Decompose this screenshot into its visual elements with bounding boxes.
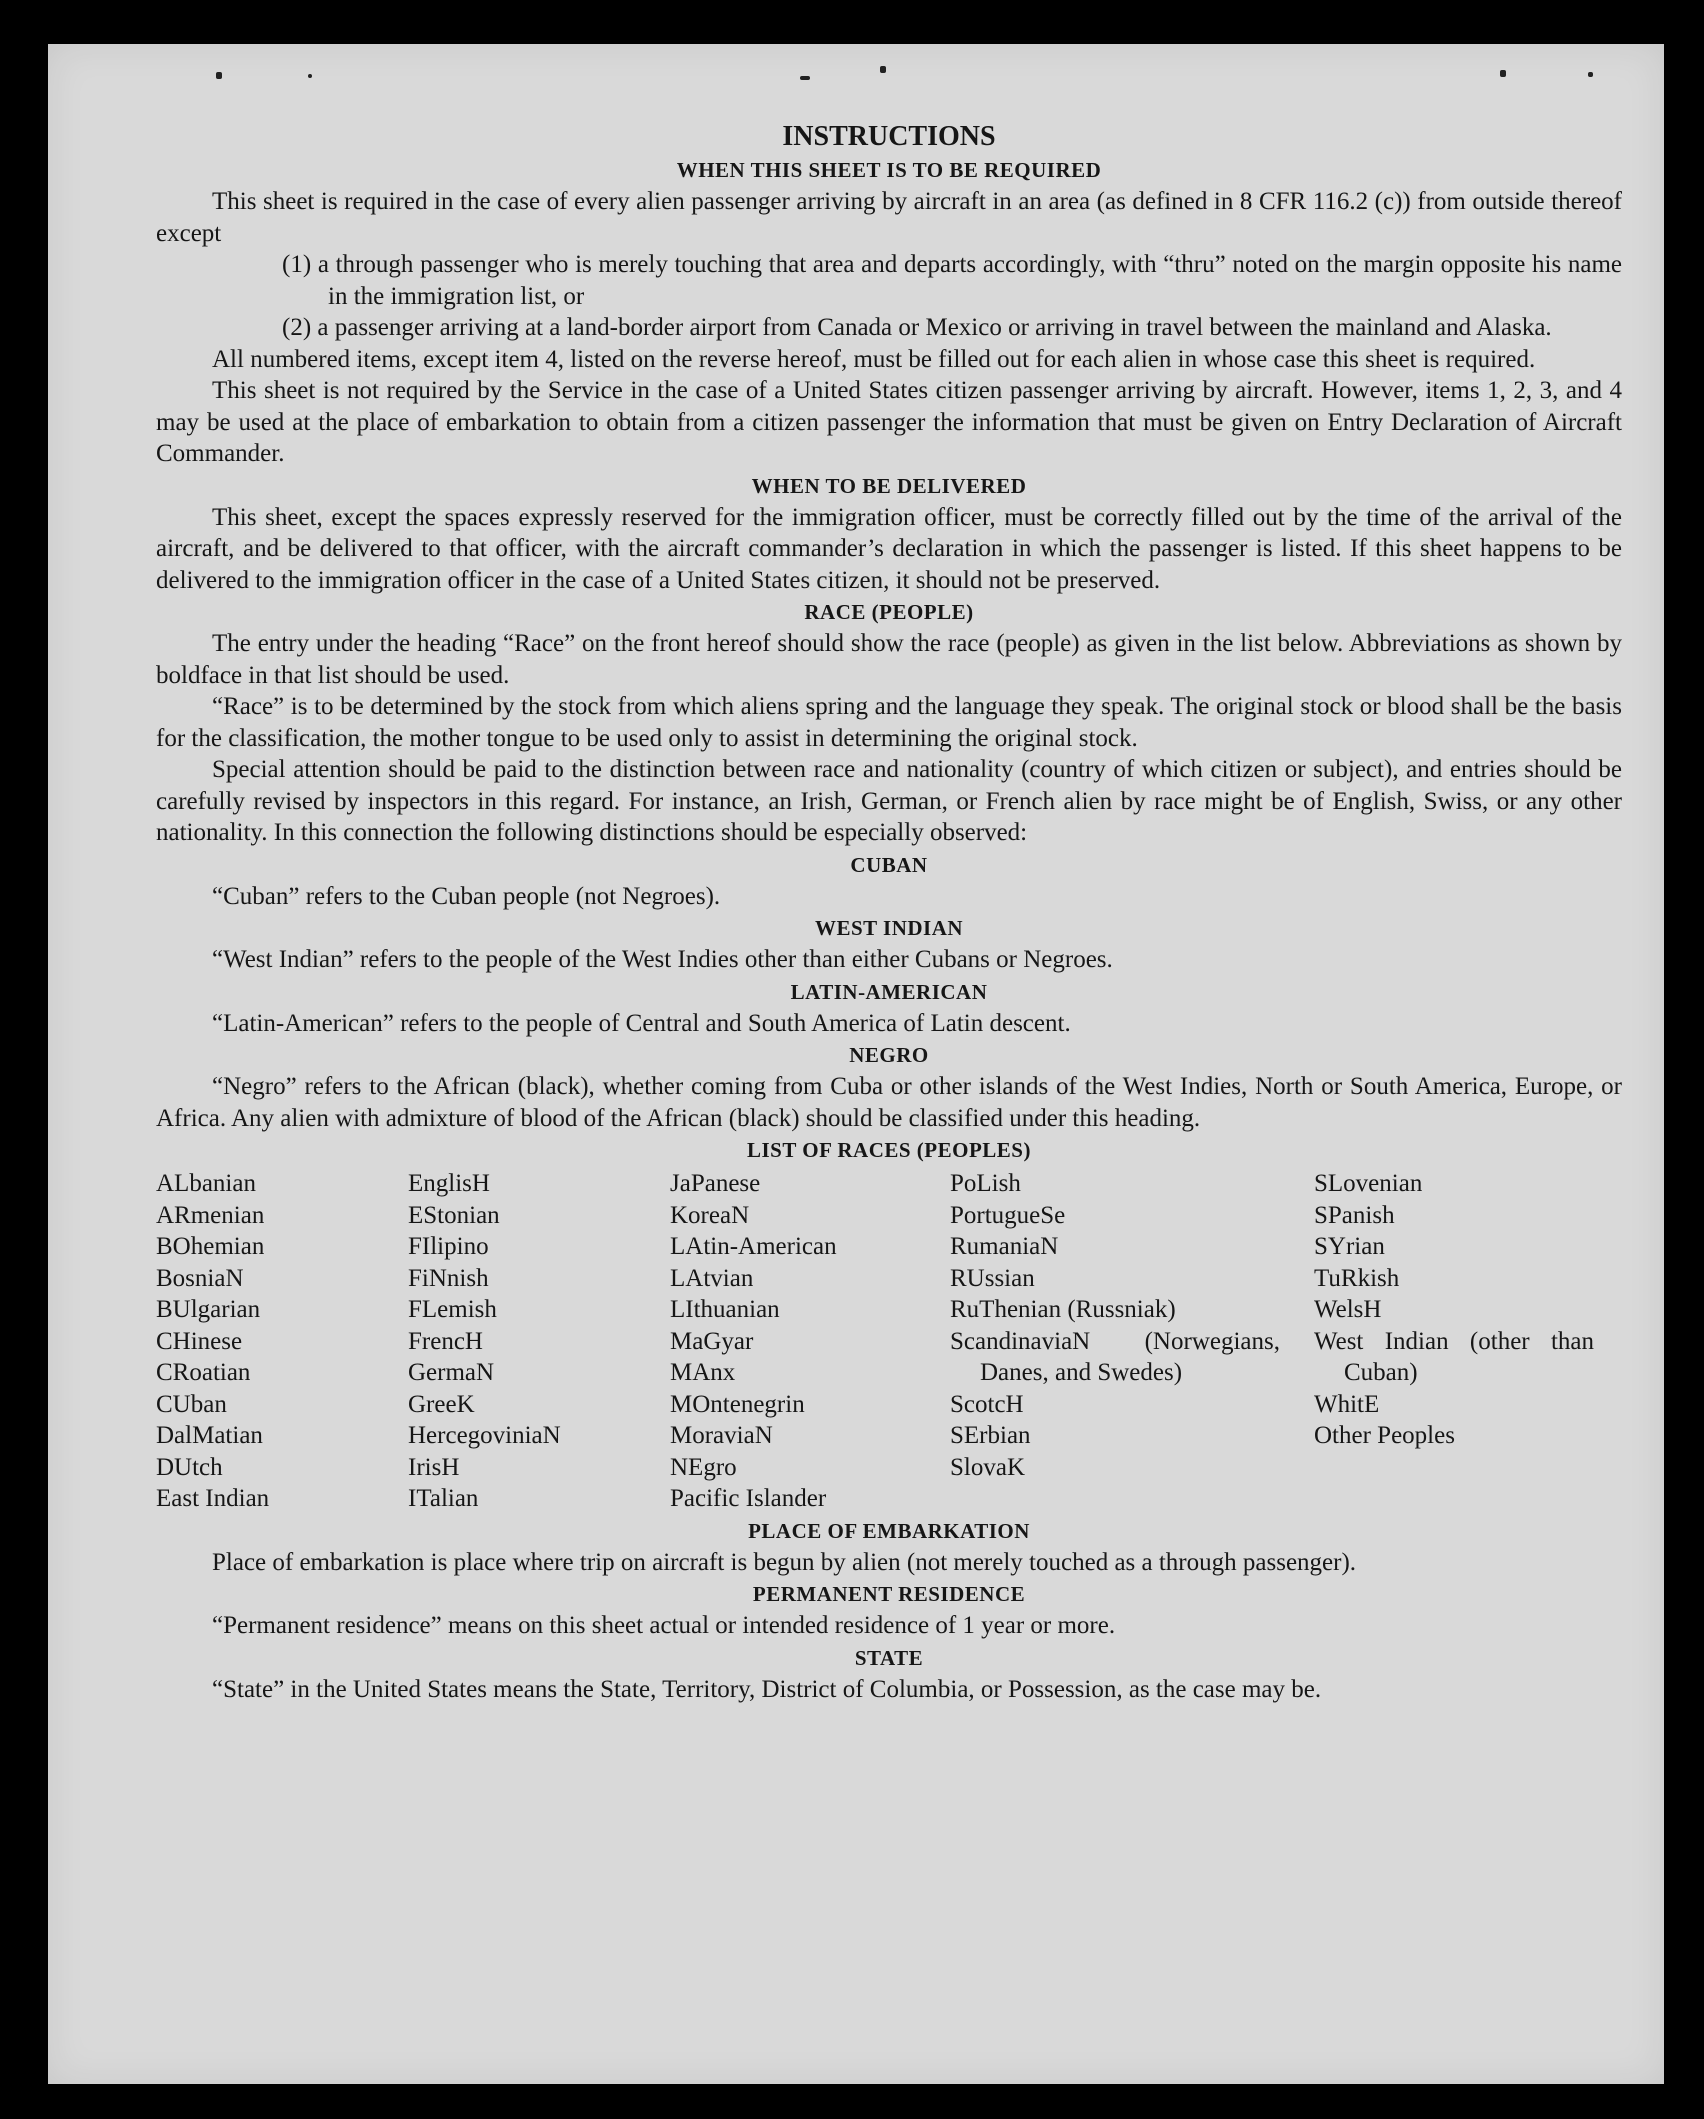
section-heading-list-of-races: LIST OF RACES (PEOPLES) <box>747 1138 1031 1162</box>
list-item: (1) a through passenger who is merely touching that area and departs accordingly, with “thru” noted on the margin opposite his name in the immigration list, or <box>282 251 1622 310</box>
race-column <box>156 1168 408 1515</box>
section-heading-required: WHEN THIS SHEET IS TO BE REQUIRED <box>676 158 1102 182</box>
paragraph: The entry under the heading “Race” on the front hereof should show the race (people) as given in the list below. Abbreviations as shown by boldface in that list should be used. <box>156 630 1622 689</box>
race-entry: ALbanian <box>156 1170 256 1197</box>
paragraph: “Latin-American” refers to the people of Central and South America of Latin descent. <box>212 1009 1071 1037</box>
paragraph: This sheet, except the spaces expressly reserved for the immigration officer, must be correctly filled out by the time of the arrival of the aircraft, and be delivered to that officer, with the aircraft commander’s declaration in which the passenger is listed. If this sheet happens to be delivered to the immigration officer in the case of a United States citizen, it should not be preserved. <box>156 503 1622 594</box>
section-heading-state: STATE <box>854 1645 924 1670</box>
section-heading-latin-american: LATIN-AMERICAN <box>790 979 988 1004</box>
race-entry: RumaniaN <box>950 1233 1059 1260</box>
punch-mark <box>800 76 810 80</box>
paragraph: “Negro” refers to the African (black), whether coming from Cuba or other islands of the West Indies, North or South America, Europe, or Africa. Any alien with admixture of blood of the African (black) should be classified under this heading. <box>156 1073 1622 1132</box>
punch-mark <box>216 72 222 79</box>
list-item: (2) a passenger arriving at a land-border airport from Canada or Mexico or arriving in travel between the mainland and Alaska. <box>282 314 1552 341</box>
race-entry: WhitE <box>1314 1390 1380 1418</box>
instructions-content <box>156 120 1622 1705</box>
race-entry: SErbian <box>950 1422 1031 1449</box>
section-heading-west-indian: WEST INDIAN <box>814 916 964 940</box>
race-entry: West Indian (other than Cuban) <box>1314 1327 1594 1386</box>
section-heading-residence: PERMANENT RESIDENCE <box>752 1582 1026 1606</box>
race-entry: ScotcH <box>950 1390 1024 1418</box>
race-entry: FIlipino <box>408 1233 489 1260</box>
race-entry: East Indian <box>156 1485 270 1512</box>
section-heading-cuban: CUBAN <box>850 852 928 877</box>
race-entry: ITalian <box>408 1485 479 1512</box>
race-column <box>408 1168 670 1515</box>
race-entry: CUban <box>156 1390 227 1418</box>
paragraph: This sheet is not required by the Service in the case of a United States citizen passenger arriving by aircraft. However, items 1, 2, 3, and 4 may be used at the place of embarkation to obtain from a citizen passenger the information that must be given on Entry Declaration of Aircraft Commander. <box>156 377 1622 467</box>
punch-mark <box>880 66 886 73</box>
race-entry: Other Peoples <box>1314 1422 1455 1449</box>
race-entry: FrencH <box>408 1327 483 1355</box>
page-title: INSTRUCTIONS <box>782 121 996 152</box>
race-entry: WelsH <box>1314 1296 1382 1323</box>
race-entry: CRoatian <box>156 1359 251 1386</box>
race-entry: BOhemian <box>156 1233 265 1260</box>
section-heading-race: RACE (PEOPLE) <box>804 600 974 624</box>
race-entry: LIthuanian <box>670 1296 780 1323</box>
race-entry: TuRkish <box>1314 1264 1400 1292</box>
race-entry: SYrian <box>1314 1233 1385 1260</box>
race-entry: FiNnish <box>408 1264 489 1292</box>
race-entry: ScandinaviaN (Norwegians, Danes, and Swedes) <box>950 1327 1280 1386</box>
paragraph: “Cuban” refers to the Cuban people (not Negroes). <box>212 882 721 910</box>
document-page <box>48 44 1664 2084</box>
race-entry: GreeK <box>408 1390 475 1418</box>
race-entry: LAtvian <box>670 1264 754 1292</box>
race-column <box>1314 1168 1614 1515</box>
race-entry: RuThenian (Russniak) <box>950 1296 1176 1323</box>
race-entry: MAnx <box>670 1359 736 1386</box>
race-entry: HercegoviniaN <box>408 1422 561 1449</box>
race-entry: IrisH <box>408 1453 460 1481</box>
race-entry: ARmenian <box>156 1201 265 1229</box>
race-entry: PoLish <box>950 1170 1021 1197</box>
paragraph: This sheet is required in the case of every alien passenger arriving by aircraft in an area (as defined in 8 CFR 116.2 (c)) from outside thereof except <box>156 188 1622 247</box>
race-entry: JaPanese <box>670 1170 761 1197</box>
punch-mark <box>1500 70 1506 77</box>
race-entry: MaGyar <box>670 1327 754 1355</box>
race-entry: MOntenegrin <box>670 1390 805 1418</box>
race-entry: RUssian <box>950 1264 1035 1292</box>
paragraph: “Race” is to be determined by the stock from which aliens spring and the language they speak. The original stock or blood shall be the basis for the classification, the mother tongue to be used only to assist in determining the original stock. <box>156 693 1622 752</box>
section-heading-delivered: WHEN TO BE DELIVERED <box>751 473 1027 498</box>
punch-mark <box>1588 72 1593 77</box>
race-entry: SlovaK <box>950 1453 1025 1481</box>
race-entry: SPanish <box>1314 1201 1395 1229</box>
paragraph: All numbered items, except item 4, listed on the reverse hereof, must be filled out for each alien in whose case this sheet is required. <box>212 345 1536 373</box>
punch-mark <box>308 74 312 78</box>
race-entry: EnglisH <box>408 1170 490 1197</box>
race-entry: MoraviaN <box>670 1422 773 1449</box>
paragraph: “Permanent residence” means on this sheet actual or intended residence of 1 year or more. <box>212 1612 1116 1639</box>
race-column <box>670 1168 950 1515</box>
race-entry: KoreaN <box>670 1201 750 1229</box>
paragraph: Special attention should be paid to the distinction between race and nationality (country of which citizen or subject), and entries should be carefully revised by inspectors in this regard. For instance, an Irish, German, or French alien by race might be of English, Swiss, or any other nationality. In this connection the following distinctions should be especially observed: <box>156 756 1622 846</box>
race-entry: EStonian <box>408 1201 500 1229</box>
race-entry: LAtin-American <box>670 1233 837 1260</box>
race-entry: DUtch <box>156 1453 223 1481</box>
race-entry: Pacific Islander <box>670 1485 827 1512</box>
race-entry: NEgro <box>670 1453 737 1481</box>
section-heading-embarkation: PLACE OF EMBARKATION <box>748 1518 1030 1543</box>
race-entry: FLemish <box>408 1296 497 1323</box>
race-list <box>156 1168 1622 1515</box>
race-entry: PortugueSe <box>950 1201 1066 1229</box>
race-column <box>950 1168 1314 1515</box>
race-entry: CHinese <box>156 1327 243 1355</box>
section-heading-negro: NEGRO <box>849 1043 929 1067</box>
race-entry: BosniaN <box>156 1264 244 1292</box>
race-entry: SLovenian <box>1314 1170 1423 1197</box>
race-entry: GermaN <box>408 1359 495 1386</box>
paragraph: “West Indian” refers to the people of the West Indies other than either Cubans or Negroes. <box>212 946 1113 973</box>
paragraph: Place of embarkation is place where trip on aircraft is begun by alien (not merely touched as a through passenger). <box>212 1548 1357 1576</box>
paragraph: “State” in the United States means the State, Territory, District of Columbia, or Possession, as the case may be. <box>212 1675 1322 1703</box>
race-entry: DalMatian <box>156 1422 263 1449</box>
race-entry: BUlgarian <box>156 1296 261 1323</box>
